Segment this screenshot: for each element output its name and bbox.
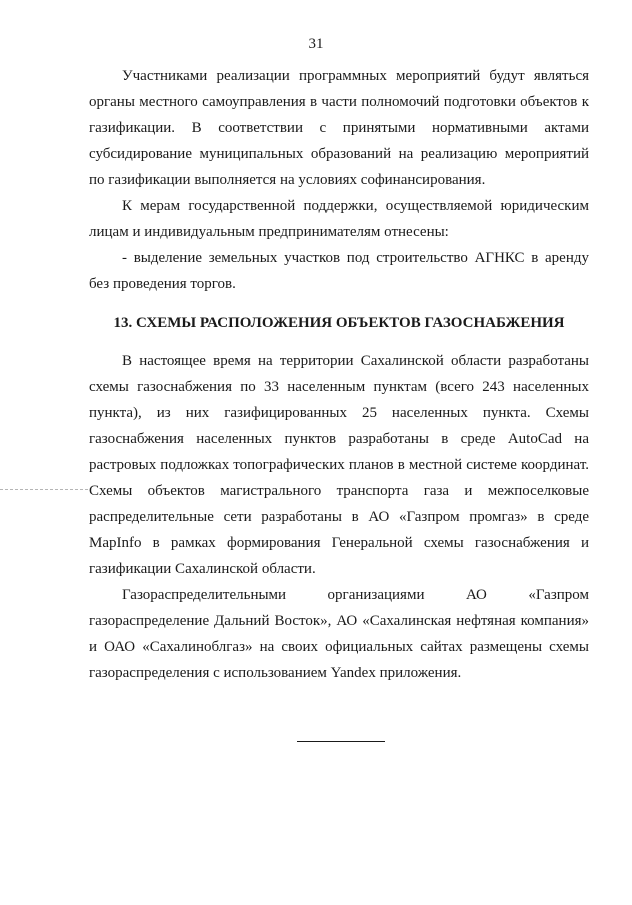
paragraph-participants: Участниками реализации программных мероприятий будут являться органы местного самоуправления в части полномочий подготовки объектов к газификации. В соответствии с принятыми нормативными актами субсидирование муниципальных образований на реализацию мероприятий по газификации выполняется на условиях софинансирования.: [89, 68, 589, 188]
paragraph-land-allocation: - выделение земельных участков под строительство АГНКС в аренду без проведения торгов.: [89, 250, 589, 292]
paragraph-gas-schemes: В настоящее время на территории Сахалинской области разработаны схемы газоснабжения по 33 населенным пунктам (всего 243 населенных пункта), из них газифицированных 25 населенных пункта. Схемы газоснабжения населенных пунктов разработаны в среде AutoCad на растровых подложках топографических планов в местной системе координат. Схемы объектов магистрального транспорта газа и межпоселковые распределительные сети разработаны в АО «Газпром промгаз» в среде MapInfo в рамках формирования Генеральной схемы газоснабжения и газификации Сахалинской области.: [89, 353, 589, 577]
end-separator-line: [297, 741, 385, 742]
page-number: 31: [308, 36, 324, 52]
paragraph-distribution-organizations: Газораспределительными организациями АО «Газпром газораспределение Дальний Восток», АО «Сахалинская нефтяная компания» и ОАО «Сахалиноблгаз» на своих официальных сайтах размещены схемы газораспределения с использованием Yandex приложения.: [89, 587, 589, 681]
paragraph-state-support: К мерам государственной поддержки, осуществляемой юридическим лицам и индивидуальным предпринимателям отнесены:: [89, 198, 589, 240]
scan-artifact-line: [0, 489, 88, 490]
section-heading: 13. СХЕМЫ РАСПОЛОЖЕНИЯ ОБЪЕКТОВ ГАЗОСНАБЖЕНИЯ: [113, 315, 565, 331]
